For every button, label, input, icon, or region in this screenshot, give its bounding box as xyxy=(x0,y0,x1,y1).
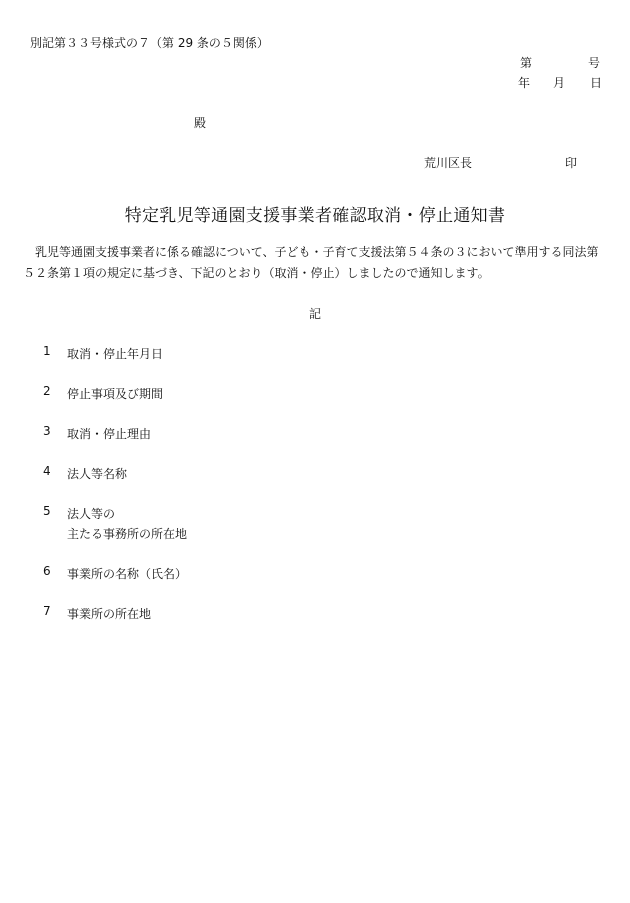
date-year-label: 年 xyxy=(518,76,531,90)
ki-heading: 記 xyxy=(308,307,321,321)
item-number: 1 xyxy=(43,344,51,358)
issue-date xyxy=(518,74,602,91)
item-number: 4 xyxy=(43,464,51,478)
item-label: 取消・停止年月日 xyxy=(67,347,164,361)
document-number-suffix: 号 xyxy=(588,56,601,70)
document-title: 特定乳児等通園支援事業者確認取消・停止通知書 xyxy=(124,206,506,226)
item-label: 法人等名称 xyxy=(67,467,128,481)
item-label: 法人等の xyxy=(67,507,116,521)
item-number: 7 xyxy=(43,604,51,618)
item-label: 事業所の所在地 xyxy=(67,607,152,621)
item-number: 6 xyxy=(43,564,51,578)
addressee-honorific: 殿 xyxy=(194,116,207,130)
sender-name: 荒川区長 xyxy=(424,156,473,170)
item-number: 5 xyxy=(43,504,51,518)
item-label-continued: 主たる事務所の所在地 xyxy=(67,527,188,541)
item-number: 2 xyxy=(43,384,51,398)
date-month-label: 月 xyxy=(553,76,566,90)
document-number-prefix: 第 xyxy=(520,56,533,70)
form-reference: 別記第３３号様式の７（第 29 条の５関係） xyxy=(30,36,269,50)
item-label: 事業所の名称（氏名） xyxy=(67,567,188,581)
item-label: 取消・停止理由 xyxy=(67,427,152,441)
item-label: 停止事項及び期間 xyxy=(67,387,164,401)
notice-body: 乳児等通園支援事業者に係る確認について、子ども・子育て支援法第５４条の３において準用する同法第５２条第１項の規定に基づき、下記のとおり（取消・停止）しましたので通知します。 xyxy=(23,245,599,280)
date-day-label: 日 xyxy=(590,76,603,90)
seal-mark: 印 xyxy=(565,156,578,170)
item-number: 3 xyxy=(43,424,51,438)
